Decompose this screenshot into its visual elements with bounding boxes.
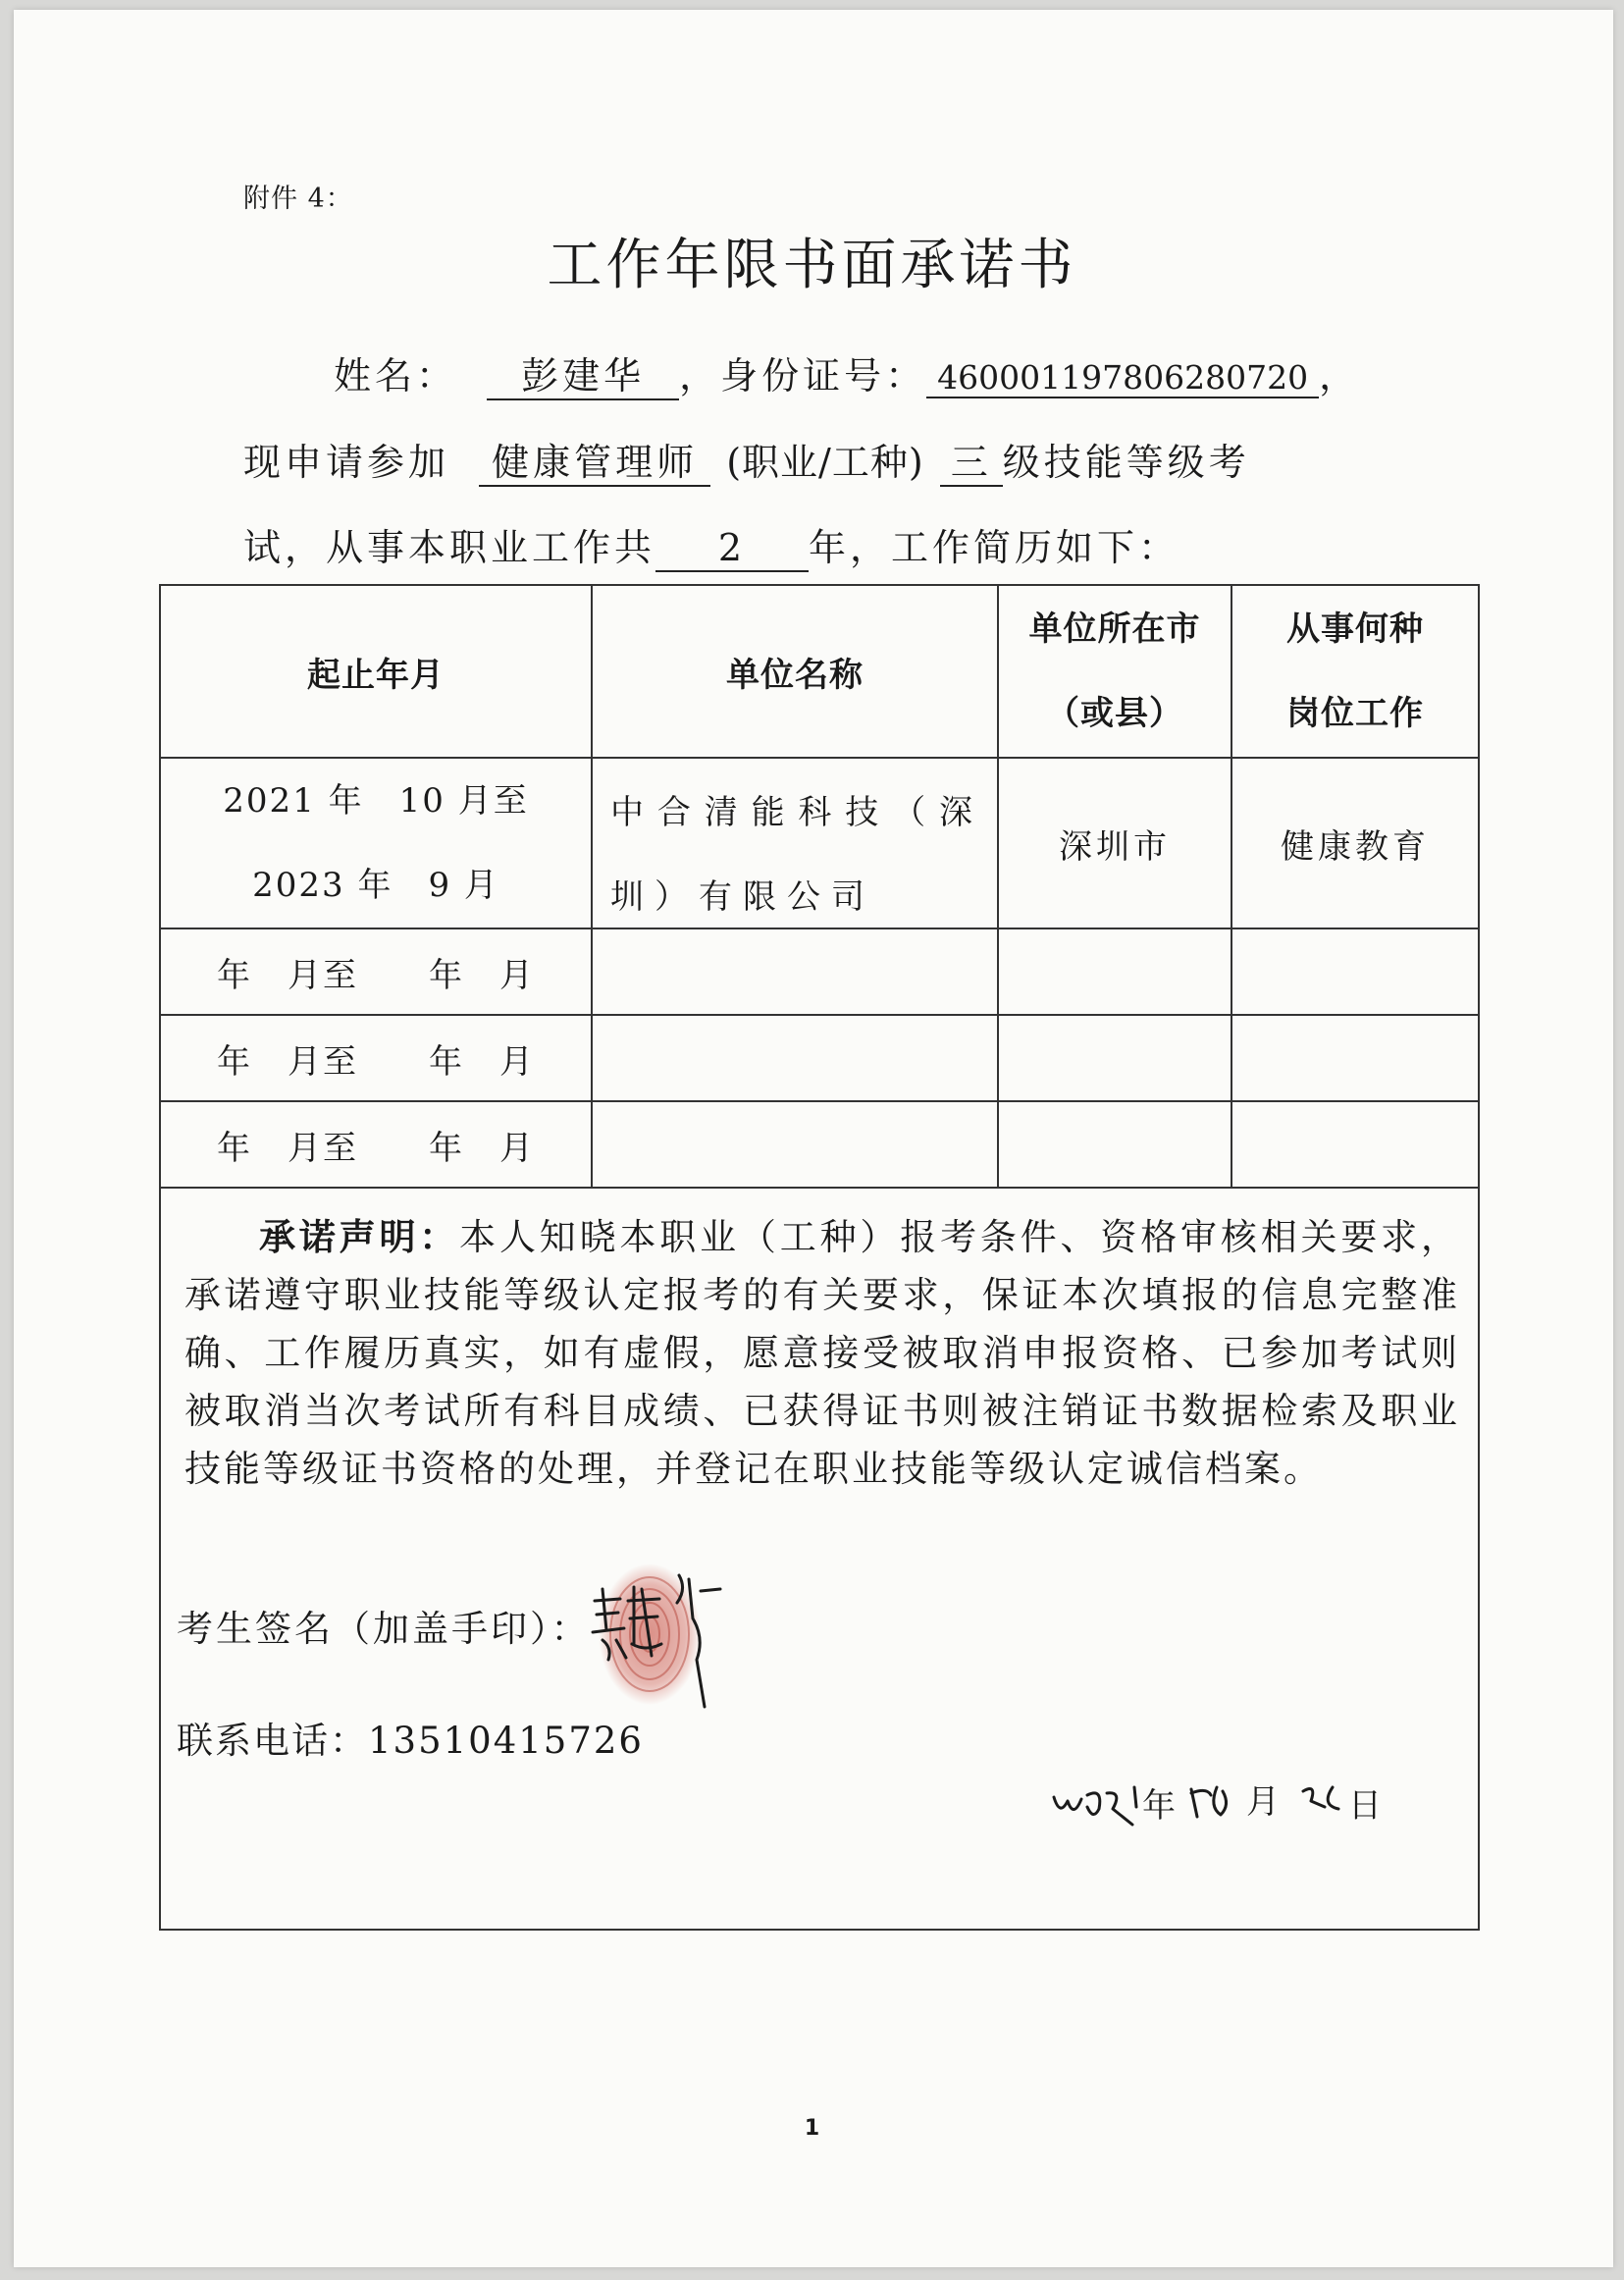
comma: ， — [1319, 354, 1361, 398]
level-suffix: 级技能等级考 — [1002, 441, 1250, 484]
table-row-4-city — [999, 1102, 1231, 1187]
apply-prefix: 现申请参加 — [243, 441, 450, 484]
table-row-3-city — [999, 1016, 1231, 1100]
table-row-3-post — [1232, 1016, 1478, 1100]
table-row-2-city — [999, 929, 1231, 1014]
table-row-4-post — [1232, 1102, 1478, 1187]
attachment-label: 附件 4： — [243, 184, 353, 214]
phone-row — [177, 1711, 644, 1764]
declaration-text — [184, 1208, 1460, 1498]
handwritten-date-graphic — [1044, 1748, 1397, 1836]
years-value: 2 — [655, 527, 809, 572]
header-post — [1232, 586, 1478, 757]
phone-value: 13510415726 — [368, 1720, 644, 1762]
signature-label: 考生签名（加盖手印）： — [177, 1608, 591, 1650]
header-post-line1: 从事何种 — [1286, 610, 1424, 649]
table-row-2-post — [1232, 929, 1478, 1014]
name-value: 彭建华 — [487, 355, 679, 400]
declaration-body: 本人知晓本职业（工种）报考条件、资格审核相关要求，承诺遵守职业技能等级认定报考的有关要求，保证本次填报的信息完整准确、工作履历真实，如有虚假，愿意接受被取消申报资格、已参加考试则被取消当次考试所有科目成绩、已获得证书则被注销证书数据检索及职业技能等级证书资格的处理，并登记在职业技能等级认定诚信档案。 — [184, 1216, 1461, 1490]
intro-line-3 — [243, 517, 1179, 572]
header-unit-city — [999, 586, 1231, 757]
table-row-1-period — [161, 759, 591, 928]
table-row-1-post: 健康教育 — [1281, 826, 1430, 867]
page-number: 1 — [804, 2116, 820, 2141]
occupation-value: 健康管理师 — [479, 442, 710, 487]
header-unit-city-line2: （或县） — [1046, 694, 1183, 733]
document-title: 工作年限书面承诺书 — [547, 234, 1077, 297]
experience-prefix: 试，从事本职业工作共 — [243, 526, 656, 569]
id-number-value: 460001197806280720 — [926, 359, 1319, 398]
table-row-4-unit — [593, 1102, 997, 1187]
date-month-char: 月 — [1246, 1782, 1280, 1822]
period-end: 2023 年 9 月 — [252, 866, 499, 905]
table-row-4-period: 年 月至 年 月 — [217, 1128, 535, 1168]
table-row-1-unit: 中合清能科技（深圳）有限公司 — [610, 793, 983, 917]
table-row-2-unit — [593, 929, 997, 1014]
id-label: ，身份证号： — [679, 354, 927, 398]
level-value: 三 — [940, 442, 1003, 487]
date-day-char: 日 — [1348, 1786, 1382, 1826]
header-unit-city-line1: 单位所在市 — [1028, 610, 1201, 649]
date-year-char: 年 — [1142, 1786, 1176, 1826]
intro-line-1 — [334, 345, 1360, 400]
intro-line-2 — [243, 432, 1250, 487]
table-row-3-unit — [593, 1016, 997, 1100]
table-row-2-period: 年 月至 年 月 — [217, 955, 535, 995]
header-post-line2: 岗位工作 — [1286, 694, 1424, 733]
phone-label: 联系电话： — [177, 1720, 368, 1762]
experience-suffix: 年，工作简历如下： — [809, 526, 1180, 569]
declaration-label: 承诺声明： — [259, 1216, 460, 1258]
header-period: 起止年月 — [307, 655, 445, 695]
table-row-1-city: 深圳市 — [1059, 826, 1171, 867]
occupation-suffix: (职业/工种) — [726, 441, 924, 484]
name-label: 姓名： — [334, 354, 458, 398]
signature-fingerprint-graphic — [573, 1550, 760, 1717]
declaration-section — [161, 1189, 1478, 1929]
table-row-3-period: 年 月至 年 月 — [217, 1041, 535, 1082]
work-history-table — [159, 584, 1480, 1931]
header-unit-name: 单位名称 — [726, 655, 864, 695]
period-start: 2021 年 10 月至 — [223, 781, 529, 821]
